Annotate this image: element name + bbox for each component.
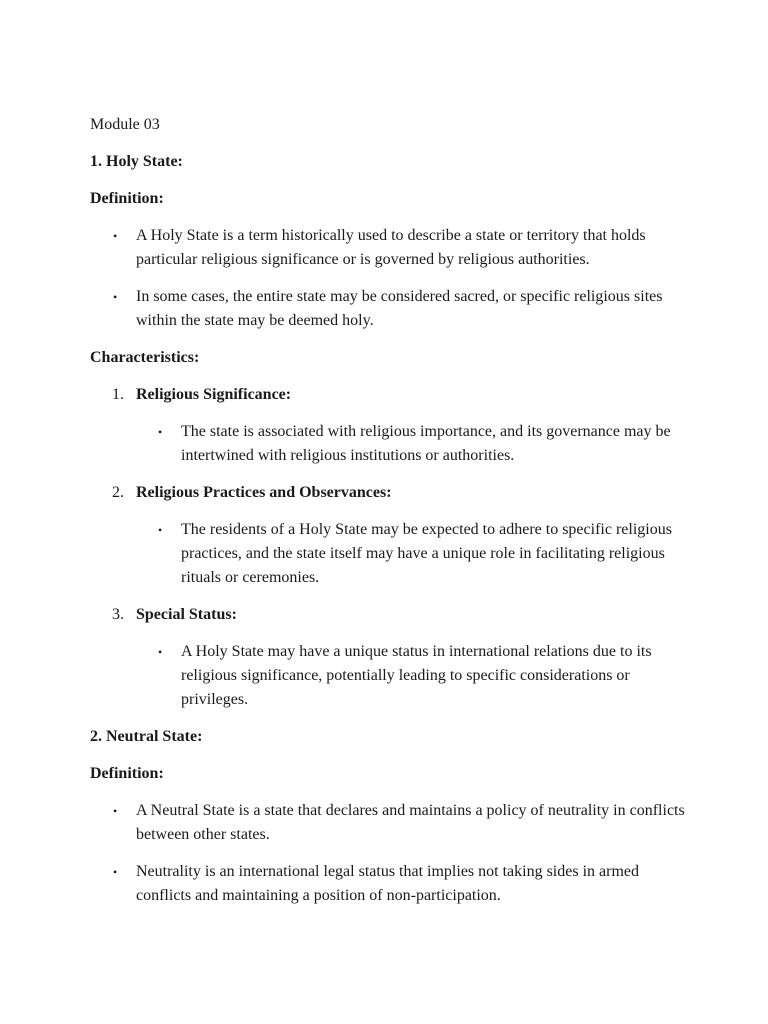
list-item-text: Neutrality is an international legal status that implies not taking sides in armed conflicts and maintaining a position of non-participation.	[136, 863, 639, 904]
list-item-text: The residents of a Holy State may be expected to adhere to specific religious practices, and the state itself may have a unique role in facilitating religious rituals or ceremonies.	[181, 521, 672, 586]
characteristic-item	[90, 383, 690, 468]
module-title: Module 03	[90, 116, 160, 133]
item-number: 1.	[112, 386, 124, 403]
characteristic-detail-list	[136, 518, 690, 590]
bullet-icon: •	[113, 804, 118, 818]
characteristic-item	[90, 481, 690, 590]
bullet-icon: •	[158, 425, 163, 439]
item-number: 2.	[112, 484, 124, 501]
characteristic-title: Religious Practices and Observances:	[136, 484, 392, 501]
list-item-text: The state is associated with religious importance, and its governance may be intertwined with religious institutions or authorities.	[181, 423, 671, 464]
list-item	[90, 224, 690, 272]
section-2-definition-heading: Definition:	[90, 765, 164, 782]
characteristic-title: Religious Significance:	[136, 386, 292, 403]
section-2-heading: 2. Neutral State:	[90, 728, 203, 745]
section-1-heading: 1. Holy State:	[90, 153, 183, 170]
list-item	[90, 860, 690, 908]
list-item	[136, 420, 690, 468]
section-2-definition-list	[90, 799, 690, 908]
list-item-text: A Holy State may have a unique status in international relations due to its religious significance, potentially leading to specific considerations or privileges.	[181, 643, 652, 708]
list-item	[136, 518, 690, 590]
section-1-characteristics-heading: Characteristics:	[90, 349, 200, 366]
section-1-definition-heading: Definition:	[90, 190, 164, 207]
section-1-definition-list	[90, 224, 690, 333]
list-item	[90, 285, 690, 333]
bullet-icon: •	[113, 229, 118, 243]
list-item	[136, 640, 690, 712]
bullet-icon: •	[158, 523, 163, 537]
document-page	[90, 113, 690, 921]
characteristic-item	[90, 603, 690, 712]
characteristic-detail-list	[136, 420, 690, 468]
characteristics-list	[90, 383, 690, 712]
characteristic-title: Special Status:	[136, 606, 237, 623]
bullet-icon: •	[113, 865, 118, 879]
list-item-text: A Neutral State is a state that declares and maintains a policy of neutrality in conflicts between other states.	[136, 802, 685, 843]
bullet-icon: •	[158, 645, 163, 659]
item-number: 3.	[112, 606, 124, 623]
list-item-text: A Holy State is a term historically used to describe a state or territory that holds particular religious significance or is governed by religious authorities.	[136, 227, 646, 268]
list-item-text: In some cases, the entire state may be considered sacred, or specific religious sites within the state may be deemed holy.	[136, 288, 663, 329]
list-item	[90, 799, 690, 847]
bullet-icon: •	[113, 290, 118, 304]
characteristic-detail-list	[136, 640, 690, 712]
